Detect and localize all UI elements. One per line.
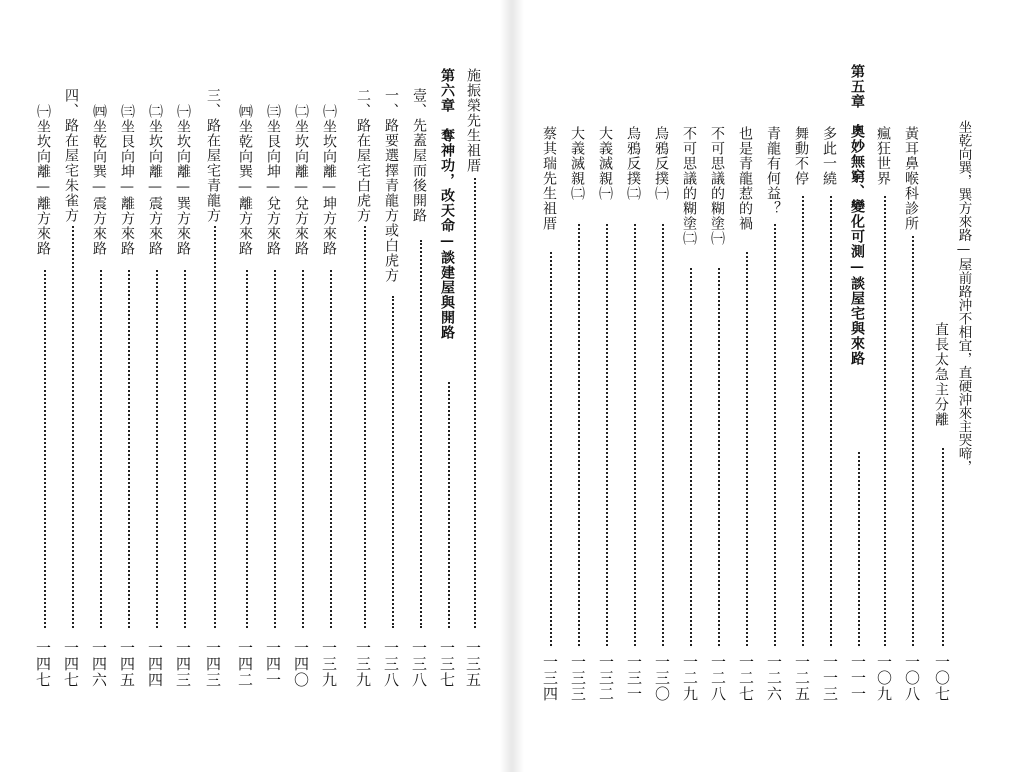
toc-entry-text: ㈣坐乾向巽—震方來路 [91, 104, 107, 256]
dot-leader [830, 196, 832, 646]
toc-page-number: 一四一 [264, 640, 282, 688]
toc-entry-text: ㈠坐坎向離—坤方來路 [321, 104, 337, 256]
toc-entry-text: 舞動不停 [793, 126, 809, 186]
toc-page-number: 一〇七 [933, 654, 951, 702]
toc-page-number: 一四四 [146, 640, 164, 688]
toc-page-number: 一四二 [236, 640, 254, 688]
toc-entry-text: 四、路在屋宅朱雀方 [63, 88, 79, 223]
dot-leader [214, 226, 216, 628]
toc-page-number: 一四〇 [292, 640, 310, 688]
toc-page-number: 一三二 [597, 654, 615, 702]
dot-leader [156, 270, 158, 628]
dot-leader [550, 252, 552, 646]
toc-entry-text: 瘋狂世界 [875, 126, 891, 186]
toc-entry-text: ㈢坐艮向坤—離方來路 [119, 104, 135, 256]
toc-entry-text: 黃耳鼻喉科診所 [903, 126, 919, 231]
toc-page-number: 一三五 [464, 640, 482, 688]
dot-leader [448, 382, 450, 628]
toc-entry-text: 三、路在屋宅青龍方 [205, 88, 221, 223]
toc-entry-text: ㈡坐坎向離—震方來路 [147, 104, 163, 256]
dot-leader [942, 448, 944, 646]
dot-leader [128, 270, 130, 628]
toc-entry-text: 也是青龍惹的禍 [737, 126, 753, 231]
toc-page-number: 一三九 [320, 640, 338, 688]
dot-leader [100, 270, 102, 628]
toc-entry-text: 青龍有何益？ [765, 126, 781, 216]
dot-leader [364, 226, 366, 628]
toc-entry-text: 多此一繞 [821, 126, 837, 186]
toc-entry-text: 直長太急主分離 [933, 322, 949, 427]
toc-entry-text: 施振榮先生祖厝 [465, 68, 481, 173]
toc-entry-text: ㈣坐乾向巽—離方來路 [237, 104, 253, 256]
dot-leader [858, 452, 860, 646]
dot-leader [884, 196, 886, 646]
chapter-heading: 第五章 奧妙無窮、變化可測—談屋宅與來路 [849, 64, 865, 366]
toc-entry-text: ㈠坐坎向離—離方來路 [35, 104, 51, 256]
dot-leader [912, 236, 914, 646]
dot-leader [184, 270, 186, 628]
toc-entry-text: ㈠坐坎向離—巽方來路 [175, 104, 191, 256]
book-gutter [500, 0, 524, 772]
toc-page-number: 一二六 [765, 654, 783, 702]
dot-leader [662, 224, 664, 646]
toc-page-number: 一三七 [438, 640, 456, 688]
toc-entry-text: ㈡坐坎向離—兌方來路 [293, 104, 309, 256]
toc-entry-text: 壹、先蓋屋而後開路 [411, 88, 427, 223]
dot-leader [72, 226, 74, 628]
dot-leader [718, 268, 720, 646]
toc-page-number: 一一三 [821, 654, 839, 702]
toc-page-number: 一四七 [34, 640, 52, 688]
toc-page-number: 一四三 [174, 640, 192, 688]
toc-entry-text: 不可思議的糊塗㈡ [681, 126, 697, 246]
dot-leader [44, 270, 46, 628]
toc-entry-text: 烏鴉反撲㈠ [653, 126, 669, 201]
toc-page-number: 一四五 [118, 640, 136, 688]
toc-page-number: 一三八 [410, 640, 428, 688]
dot-leader [392, 296, 394, 628]
toc-entry-text: 大義滅親㈡ [569, 126, 585, 201]
toc-page-number: 一〇九 [875, 654, 893, 702]
toc-page-number: 一〇八 [903, 654, 921, 702]
toc-entry-text: 蔡其瑞先生祖厝 [541, 126, 557, 231]
toc-page-number: 一二五 [793, 654, 811, 702]
toc-page-number: 一二九 [681, 654, 699, 702]
toc-page-number: 一四六 [90, 640, 108, 688]
toc-page-number: 一三〇 [653, 654, 671, 702]
dot-leader [420, 240, 422, 628]
toc-page-number: 一三四 [541, 654, 559, 702]
dot-leader [634, 224, 636, 646]
dot-leader [802, 196, 804, 646]
toc-page-number: 一三九 [354, 640, 372, 688]
dot-leader [774, 224, 776, 646]
dot-leader [246, 270, 248, 628]
toc-entry-text: 大義滅親㈠ [597, 126, 613, 201]
chapter-heading: 第六章 奪神功，改天命—談建屋與開路 [439, 68, 455, 340]
toc-page-number: 一四三 [204, 640, 222, 688]
dot-leader [690, 268, 692, 646]
toc-entry-text: ㈢坐艮向坤—兌方來路 [265, 104, 281, 256]
toc-entry-text: 一、路要選擇青龍方或白虎方 [383, 88, 399, 283]
dot-leader [330, 270, 332, 628]
dot-leader [578, 224, 580, 646]
toc-page-number: 一三一 [625, 654, 643, 702]
toc-entry-text: 不可思議的糊塗㈠ [709, 126, 725, 246]
dot-leader [302, 270, 304, 628]
dot-leader [746, 252, 748, 646]
toc-entry-text: 坐乾向巽，巽方來路—屋前路沖不相宜，直硬沖來主哭啼， [955, 120, 972, 474]
toc-entry-text: 二、路在屋宅白虎方 [355, 88, 371, 223]
dot-leader [274, 270, 276, 628]
toc-page-number: 一三八 [382, 640, 400, 688]
toc-page-number: 一二八 [709, 654, 727, 702]
dot-leader [474, 178, 476, 628]
toc-entry-text: 烏鴉反撲㈡ [625, 126, 641, 201]
dot-leader [606, 224, 608, 646]
toc-page-number: 一四七 [62, 640, 80, 688]
toc-page-number: 一三三 [569, 654, 587, 702]
toc-page-number: 一一一 [849, 654, 867, 702]
toc-page-number: 一二七 [737, 654, 755, 702]
